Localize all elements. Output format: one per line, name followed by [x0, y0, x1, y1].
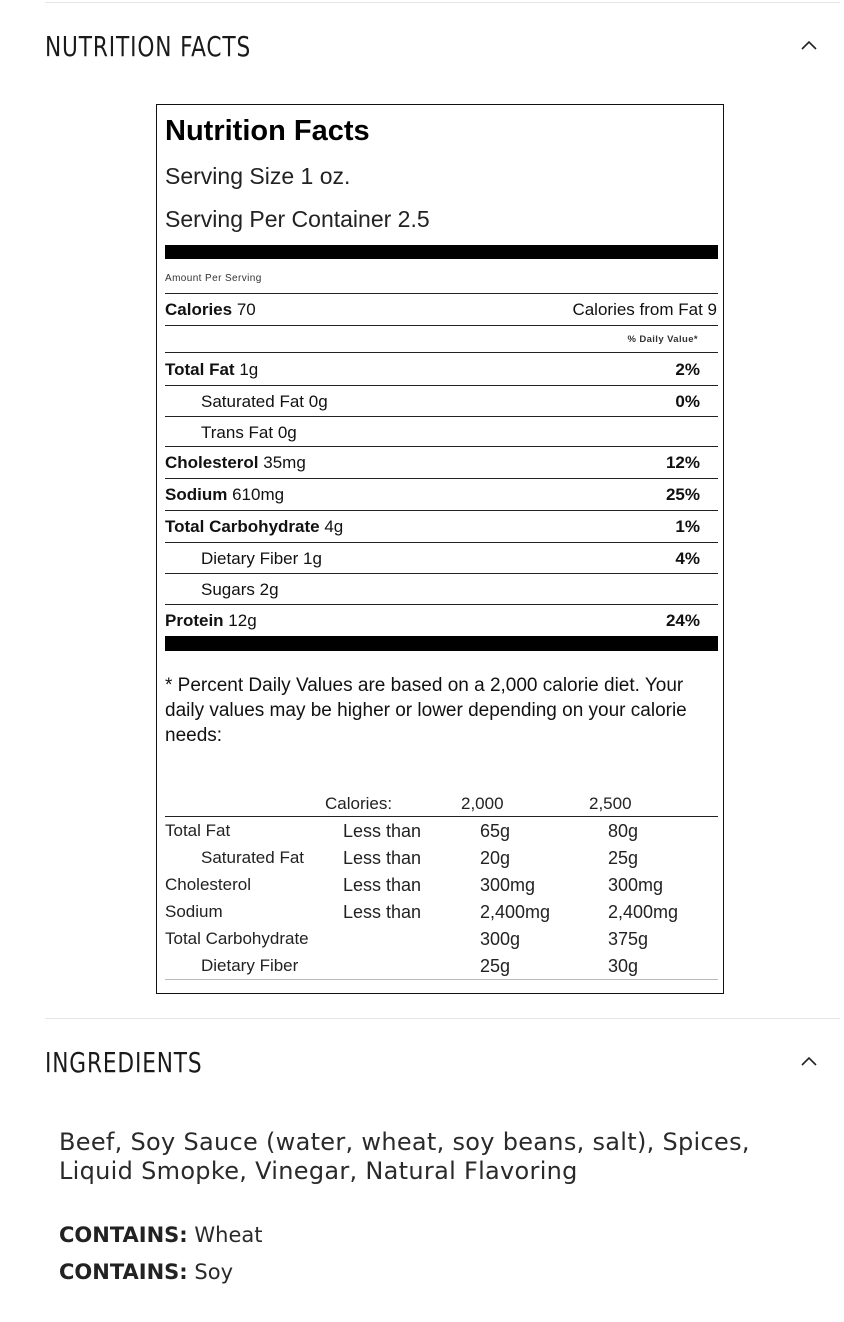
rule — [165, 542, 718, 543]
nutrient-name: Sugars — [201, 580, 255, 599]
nutrient-amount: 610mg — [232, 485, 285, 504]
rule — [165, 478, 718, 479]
label-title: Nutrition Facts — [165, 115, 370, 147]
top-divider — [45, 2, 840, 3]
dv-row-name: Total Carbohydrate — [165, 929, 309, 948]
dv-row-name: Total Fat — [165, 821, 231, 840]
dv-row-name: Dietary Fiber — [201, 956, 299, 975]
rule — [165, 604, 718, 605]
dv-row-name: Cholesterol — [165, 875, 251, 894]
nutrition-facts-heading: NUTRITION FACTS — [45, 30, 252, 63]
nutrient-name: Saturated Fat — [201, 392, 305, 411]
nutrition-label — [156, 104, 724, 994]
nutrient-row — [165, 607, 700, 635]
nutrient-row — [165, 545, 700, 573]
nutrient-name: Total Fat — [165, 360, 235, 379]
dv-row-name: Saturated Fat — [201, 848, 305, 867]
daily-value-footnote: * Percent Daily Values are based on a 2,000 calorie diet. Your daily values may be higher or lower depending on your calorie needs: — [165, 675, 687, 746]
nutrient-percent: 25% — [665, 485, 700, 504]
servings-per-container: Serving Per Container 2.5 — [165, 206, 430, 232]
chevron-up-icon[interactable] — [800, 1053, 818, 1071]
nutrient-row — [165, 388, 700, 416]
ingredients-text: Beef, Soy Sauce (water, wheat, soy beans, salt), Spices, Liquid Smopke, Vinegar, Natural Flavoring — [59, 1128, 750, 1185]
rule — [165, 385, 718, 386]
nutrient-percent: 0% — [675, 392, 700, 411]
dv-header-col1: 2,000 — [461, 794, 504, 813]
calories-value: 70 — [236, 300, 256, 319]
amount-per-serving: Amount Per Serving — [165, 273, 262, 284]
dv-row-value-2000: 2,400mg — [480, 902, 551, 922]
dv-row-value-2000: 300g — [480, 929, 521, 949]
nutrient-amount: 0g — [277, 423, 297, 442]
nutrient-amount: 1g — [303, 549, 322, 568]
dv-row-value-2500: 25g — [608, 848, 639, 868]
calories-row — [165, 296, 717, 324]
dv-row-value-2500: 300mg — [608, 875, 664, 895]
serving-size: Serving Size 1 oz. — [165, 163, 351, 189]
chevron-up-icon[interactable] — [800, 37, 818, 55]
nutrient-amount: 35mg — [263, 453, 306, 472]
dv-row-value-2000: 65g — [480, 821, 511, 841]
dv-row-qualifier: Less than — [343, 902, 422, 922]
ingredients-heading: INGREDIENTS — [45, 1046, 203, 1079]
contains-soy — [59, 1260, 233, 1284]
dv-row-value-2500: 80g — [608, 821, 639, 841]
contains-wheat — [59, 1223, 263, 1247]
nutrient-amount: 1g — [239, 360, 259, 379]
nutrient-row — [165, 419, 700, 447]
nutrient-row — [165, 576, 700, 604]
rule — [165, 979, 718, 980]
contains-label: CONTAINS: — [59, 1223, 188, 1247]
nutrient-name: Cholesterol — [165, 453, 259, 472]
nutrient-row — [165, 481, 700, 509]
nutrient-row — [165, 513, 700, 541]
rule — [165, 816, 718, 817]
dv-row-value-2500: 375g — [608, 929, 649, 949]
nutrient-percent: 4% — [675, 549, 700, 568]
nutrient-amount: 12g — [228, 611, 257, 630]
dv-header-col2: 2,500 — [589, 794, 632, 813]
nutrient-row — [165, 449, 700, 477]
rule — [165, 325, 718, 326]
nutrient-name: Trans Fat — [201, 423, 274, 442]
dv-header-label: Calories: — [325, 794, 393, 813]
thick-bar-top — [165, 245, 718, 259]
dv-row-name: Sodium — [165, 902, 223, 921]
dv-row-value-2500: 2,400mg — [608, 902, 679, 922]
dv-row-qualifier: Less than — [343, 848, 422, 868]
nutrient-percent: 1% — [675, 517, 700, 536]
nutrient-percent: 12% — [665, 453, 700, 472]
rule — [165, 293, 718, 294]
dv-row-value-2000: 25g — [480, 956, 511, 976]
nutrition-facts-accordion-header[interactable] — [45, 27, 840, 67]
rule — [165, 446, 718, 447]
nutrient-percent: 24% — [665, 611, 700, 630]
dv-row-value-2000: 300mg — [480, 875, 536, 895]
dv-row-qualifier: Less than — [343, 821, 422, 841]
nutrient-amount: 4g — [324, 517, 344, 536]
ingredients-accordion-header[interactable] — [45, 1043, 840, 1083]
section-divider — [45, 1018, 840, 1019]
nutrient-name: Protein — [165, 611, 224, 630]
rule — [165, 573, 718, 574]
calories-label: Calories — [165, 300, 233, 319]
rule — [165, 510, 718, 511]
nutrient-name: Dietary Fiber — [201, 549, 299, 568]
nutrient-row — [165, 356, 700, 384]
daily-value-header: % Daily Value* — [627, 334, 698, 345]
nutrient-name: Total Carbohydrate — [165, 517, 320, 536]
nutrient-amount: 2g — [259, 580, 279, 599]
rule — [165, 352, 718, 353]
dv-row-qualifier: Less than — [343, 875, 422, 895]
allergen-wheat: Wheat — [194, 1223, 263, 1247]
nutrient-name: Sodium — [165, 485, 228, 504]
calories-from-fat: Calories from Fat 9 — [572, 300, 717, 319]
allergen-soy: Soy — [194, 1260, 233, 1284]
nutrient-amount: 0g — [308, 392, 328, 411]
nutrient-percent: 2% — [675, 360, 700, 379]
dv-row-value-2500: 30g — [608, 956, 639, 976]
rule — [165, 416, 718, 417]
contains-label: CONTAINS: — [59, 1260, 188, 1284]
dv-row-value-2000: 20g — [480, 848, 511, 868]
thick-bar-bottom — [165, 636, 718, 651]
